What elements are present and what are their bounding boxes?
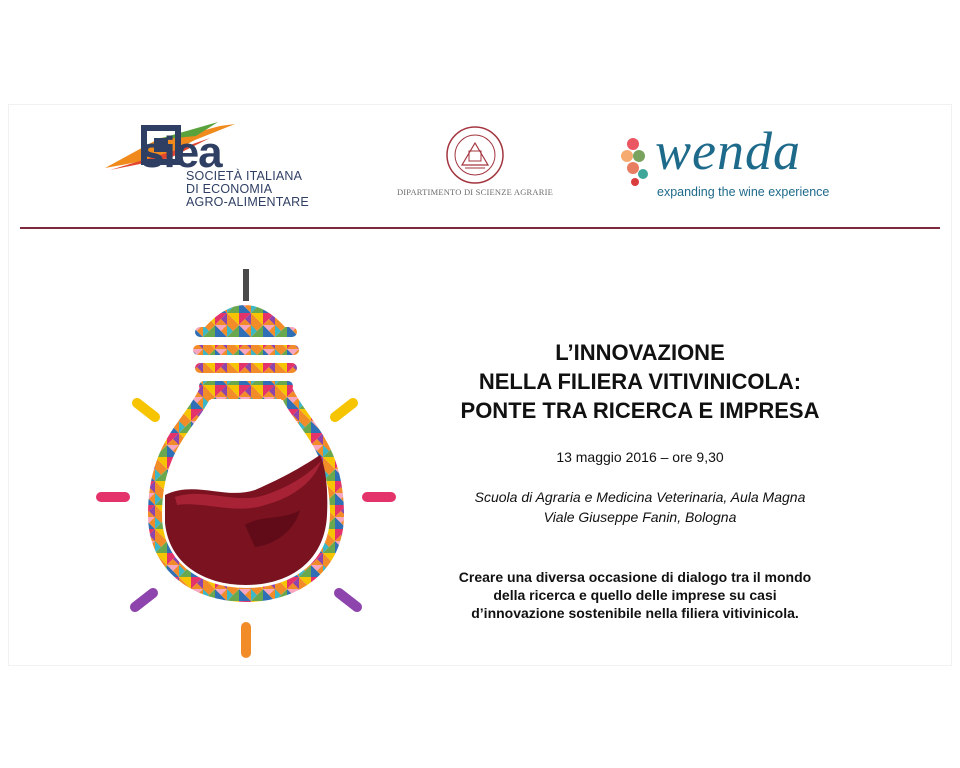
event-description [405,568,865,622]
wenda-tagline: expanding the wine experience [657,185,830,199]
event-date: 13 maggio 2016 – ore 9,30 [556,449,724,465]
department-logo [380,125,570,205]
venue-line: Scuola di Agraria e Medicina Veterinaria, Aula Magna [474,489,806,505]
venue-line: Viale Giuseppe Fanin, Bologna [543,509,737,525]
lightbulb-wine-icon [95,265,405,665]
siea-subtitle [186,170,309,209]
event-title-line: L’INNOVAZIONE [555,340,725,365]
event-title-line: PONTE TRA RICERCA E IMPRESA [460,398,820,423]
lightbulb-illustration [95,265,405,665]
university-seal-icon [380,125,570,187]
description-line: Creare una diversa occasione di dialogo tra il mondo [458,569,812,585]
siea-subtitle-line: SOCIETÀ ITALIANA [186,169,303,183]
department-name: DIPARTIMENTO DI SCIENZE AGRARIE [396,187,554,197]
wenda-logo [615,121,845,210]
siea-logo [100,118,310,210]
event-title [410,338,870,425]
event-venue [410,487,870,527]
description-line: d’innovazione sostenibile nella filiera vitivinicola. [471,605,799,621]
header-divider [20,227,940,229]
siea-subtitle-line: AGRO-ALIMENTARE [186,195,309,209]
grape-cluster-icon [615,130,655,190]
wenda-wordmark: wenda [655,121,801,181]
event-title-line: NELLA FILIERA VITIVINICOLA: [478,369,802,394]
description-line: della ricerca e quello delle imprese su casi [493,587,777,603]
siea-subtitle-line: DI ECONOMIA [186,182,273,196]
siea-wordmark: siea [140,128,222,177]
